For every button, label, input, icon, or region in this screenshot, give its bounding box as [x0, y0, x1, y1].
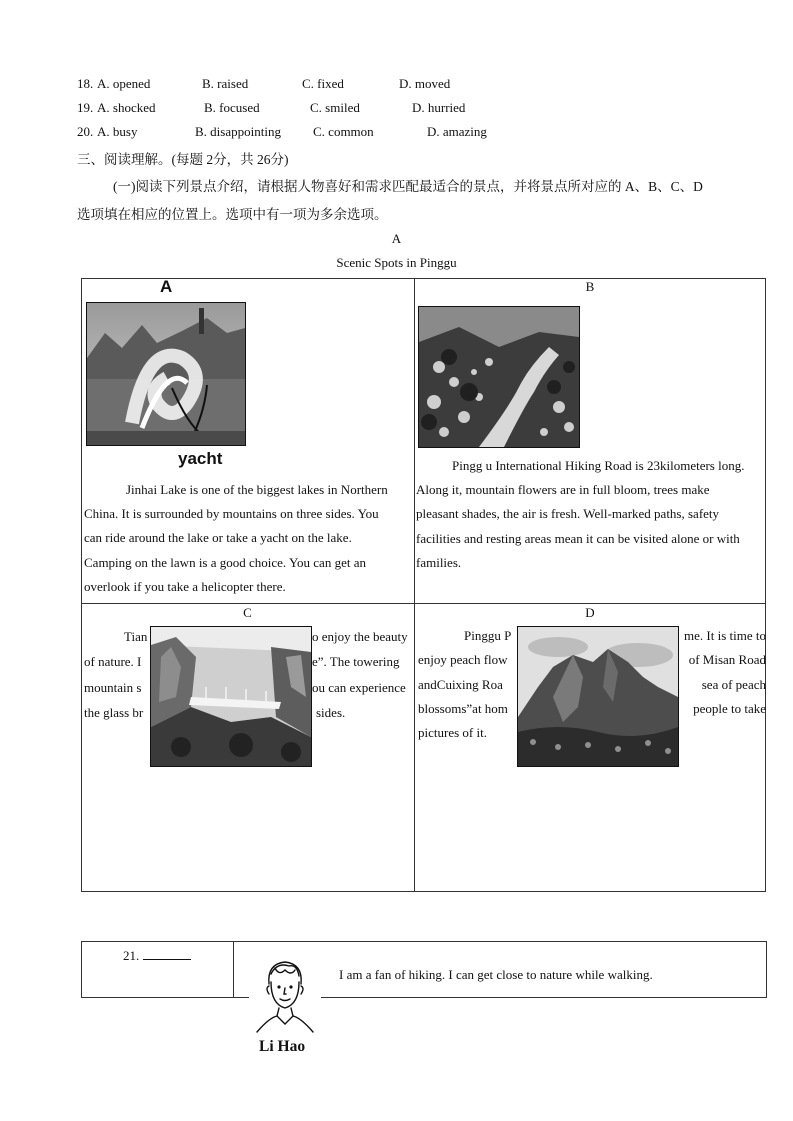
option-c: C. fixed: [302, 76, 344, 91]
question-number: 19.: [77, 100, 94, 115]
instruction-line-1: (一)阅读下列景点介绍，请根据人物喜好和需求匹配最适合的景点，并将景点所对应的 A、B、C、D: [113, 179, 703, 194]
option-a: A. busy: [97, 124, 138, 139]
spot-b-photo: [418, 306, 580, 448]
spot-c-label: C: [243, 605, 252, 620]
spot-c-text-left: Tian of nature. I mountain s the glass br: [84, 629, 148, 720]
yacht-caption: yacht: [178, 449, 223, 468]
option-d: D. amazing: [427, 124, 487, 139]
spot-a-description: Jinhai Lake is one of the biggest lakes in Northern China. It is surrounded by mountains on three sides. You can ride around the lake or take a yacht on the lake. Camping on the lawn is a good choice. You can get an overlook if you take a helicopter there.: [84, 482, 388, 594]
spot-a-label: A: [160, 277, 173, 296]
lake-fountain-image: [87, 303, 245, 445]
glass-bridge-image: [151, 627, 311, 766]
option-d: D. moved: [399, 76, 451, 91]
option-a: A. opened: [97, 76, 151, 91]
answer-blank[interactable]: [143, 947, 191, 960]
option-b: B. focused: [204, 100, 260, 115]
question-19-row: [77, 100, 527, 120]
option-c: C. common: [313, 124, 374, 139]
spot-d-label: D: [585, 605, 595, 620]
spot-d-text-left: Pinggu P enjoy peach flow andCuixing Roa blossoms”at hom pictures of it.: [418, 628, 512, 741]
question-18-row: [77, 76, 527, 96]
spot-c-text-right: o enjoy the beauty e”. The towering ou can experience sides.: [312, 629, 408, 720]
table-vertical-divider: [414, 278, 415, 892]
answer-21: [123, 947, 191, 964]
passage-letter: A: [391, 231, 402, 246]
question-number: 18.: [77, 76, 94, 91]
li-hao-statement: I am a fan of hiking. I can get close to nature while walking.: [339, 967, 653, 982]
boy-avatar-icon: [249, 954, 321, 1034]
passage-title: Scenic Spots in Pinggu: [336, 255, 457, 270]
spot-b-label: B: [585, 279, 595, 294]
spot-c-photo: [150, 626, 312, 767]
section-heading: 三、阅读理解。(每题 2分，共 26分): [77, 152, 289, 167]
question-number: 21.: [123, 948, 140, 963]
spot-b-description: Pingg u International Hiking Road is 23kilometers long. Along it, mountain flowers are in full bloom, trees make pleasant shades, the air is fresh. Well-marked paths, safety facilities and resting areas mean it can be visited alone or with families.: [416, 458, 745, 570]
hiking-road-image: [419, 307, 579, 447]
option-b: B. disappointing: [195, 124, 281, 139]
li-hao-portrait: [249, 954, 321, 1034]
spot-a-photo: [86, 302, 246, 446]
question-number: 20.: [77, 124, 94, 139]
table-horizontal-divider: [81, 603, 766, 604]
answer-row-divider: [233, 941, 234, 998]
question-20-row: [77, 124, 527, 144]
peach-blossom-mountain-image: [518, 627, 678, 766]
person-name: Li Hao: [259, 1038, 306, 1055]
option-d: D. hurried: [412, 100, 466, 115]
option-c: C. smiled: [310, 100, 360, 115]
instruction-line-2: 选项填在相应的位置上。选项中有一项为多余选项。: [77, 207, 388, 222]
option-a: A. shocked: [97, 100, 156, 115]
option-b: B. raised: [202, 76, 249, 91]
spot-d-photo: [517, 626, 679, 767]
spot-d-text-right: me. It is time to of Misan Road sea of peach people to take: [684, 628, 766, 716]
